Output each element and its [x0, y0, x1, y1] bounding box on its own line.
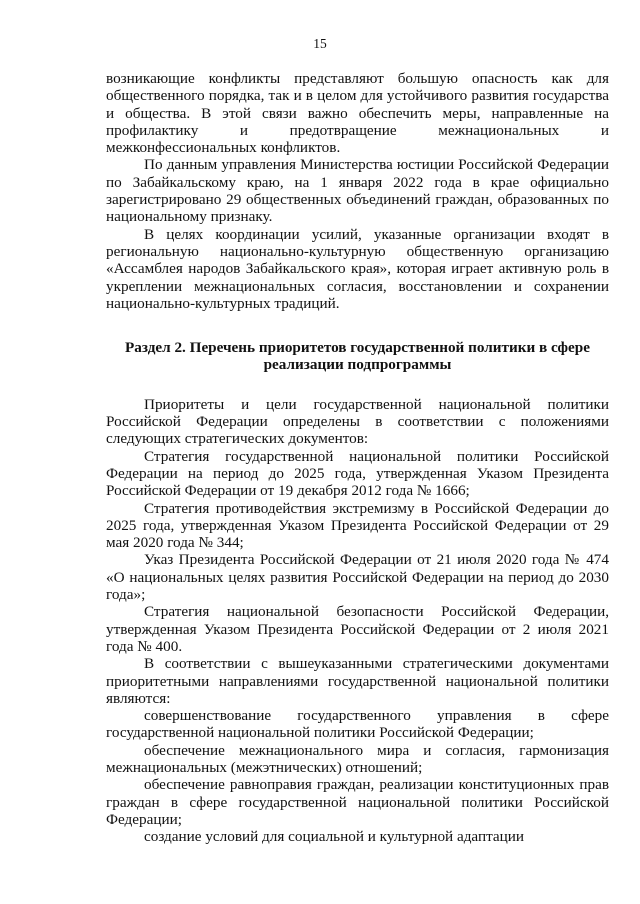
paragraph: Стратегия государственной национальной политики Российской Федерации на период до 2025 года, утвержденная Указом Президента Российской Федерации от 19 декабря 2012 года № 1666;	[106, 447, 609, 500]
paragraph: Стратегия противодействия экстремизму в Российской Федерации до 2025 года, утвержденная Указом Президента Российской Федерации от 29 мая 2020 года № 344;	[106, 499, 609, 552]
paragraph-continuation: возникающие конфликты представляют большую опасность как для общественного порядка, так и в целом для устойчивого развития государства и общества. В этой связи важно обеспечить меры, направленные на профилактику и предотвращение межнациональных и межконфессиональных конфликтов.	[106, 70, 609, 157]
list-item: совершенствование государственного управления в сфере государственной национальной политики Российской Федерации;	[106, 707, 609, 742]
page-number: 15	[313, 36, 327, 51]
paragraph: В соответствии с вышеуказанными стратегическими документами приоритетными направлениями государственной национальной политики являются:	[106, 655, 609, 707]
paragraph: В целях координации усилий, указанные организации входят в региональную национально-культурную общественную организацию «Ассамблея народов Забайкальского края», которая играет активную роль в укреплении межнациональных согласия, восстановлении и сохранении национально-культурных традиций.	[106, 225, 609, 312]
paragraph: Указ Президента Российской Федерации от 21 июля 2020 года № 474 «О национальных целях развития Российской Федерации на период до 2030 года»;	[106, 551, 609, 604]
list-item: обеспечение равноправия граждан, реализации конституционных прав граждан в сфере государственной национальной политики Российской Федерации;	[106, 776, 609, 828]
document-body	[106, 70, 609, 845]
paragraph: По данным управления Министерства юстиции Российской Федерации по Забайкальскому краю, на 1 января 2022 года в крае официально зарегистрировано 29 общественных объединений граждан, образованных по национальному признаку.	[106, 156, 609, 226]
paragraph: Приоритеты и цели государственной национальной политики Российской Федерации определены в соответствии с положениями следующих стратегических документов:	[106, 395, 609, 448]
list-item: создание условий для социальной и культурной адаптации	[144, 828, 525, 846]
section-heading: Раздел 2. Перечень приоритетов государственной политики в сфере реализации подпрограммы	[125, 339, 590, 374]
list-item: обеспечение межнационального мира и согласия, гармонизация межнациональных (межэтнических) отношений;	[106, 741, 609, 776]
paragraph: Стратегия национальной безопасности Российской Федерации, утвержденная Указом Президента Российской Федерации от 2 июля 2021 года № 400.	[106, 603, 609, 655]
